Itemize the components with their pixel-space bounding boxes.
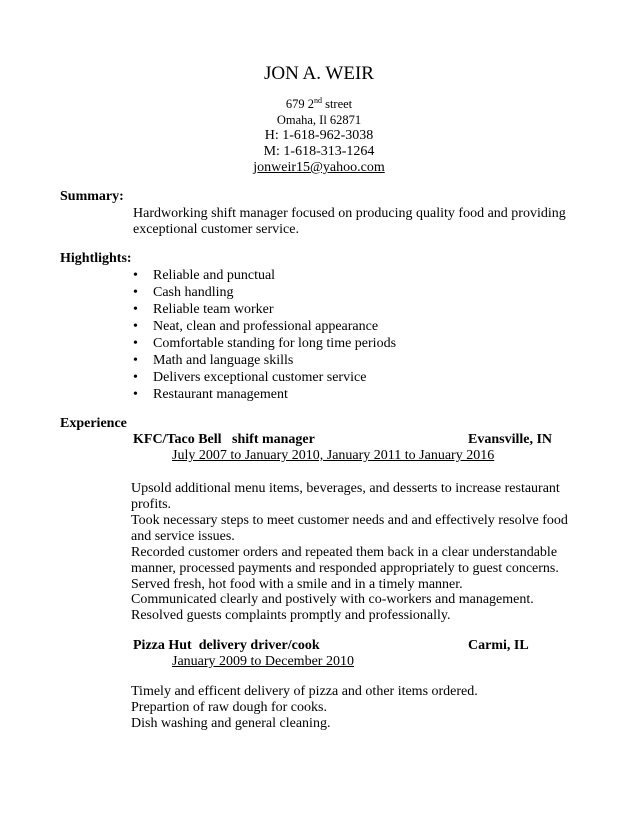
highlight-item: Delivers exceptional customer service bbox=[153, 370, 367, 385]
job-detail-line: Took necessary steps to meet customer needs and and effectively resolve food bbox=[131, 513, 568, 528]
summary-heading: Summary: bbox=[60, 189, 124, 204]
highlights-heading: Hightlights: bbox=[60, 251, 132, 266]
highlight-item: Reliable team worker bbox=[153, 302, 274, 317]
job-detail-line: Resolved guests complaints promptly and professionally. bbox=[131, 608, 451, 623]
job-dates: July 2007 to January 2010, January 2011 to January 2016 bbox=[172, 448, 495, 463]
job-detail-line: Communicated clearly and postively with co-workers and management. bbox=[131, 592, 534, 607]
bullet-marker: • bbox=[133, 319, 138, 334]
summary-line: exceptional customer service. bbox=[133, 222, 299, 237]
job-location: Carmi, IL bbox=[468, 638, 529, 653]
job-title: KFC/Taco Bell shift manager bbox=[133, 432, 315, 447]
city-state-zip: Omaha, Il 62871 bbox=[276, 113, 362, 127]
bullet-marker: • bbox=[133, 353, 138, 368]
job-detail-line: Upsold additional menu items, beverages, and desserts to increase restaurant bbox=[131, 481, 560, 496]
bullet-marker: • bbox=[133, 285, 138, 300]
bullet-marker: • bbox=[133, 268, 138, 283]
mobile-phone: M: 1-618-313-1264 bbox=[263, 144, 375, 159]
bullet-marker: • bbox=[133, 370, 138, 385]
summary-line: Hardworking shift manager focused on producing quality food and providing bbox=[133, 206, 566, 221]
job-detail-line: and service issues. bbox=[131, 529, 235, 544]
job-location: Evansville, IN bbox=[468, 432, 553, 447]
experience-heading: Experience bbox=[60, 416, 127, 431]
job-detail-line: Recorded customer orders and repeated them back in a clear understandable bbox=[131, 545, 558, 560]
resume-name: JON A. WEIR bbox=[264, 63, 374, 84]
bullet-marker: • bbox=[133, 387, 138, 402]
bullet-marker: • bbox=[133, 302, 138, 317]
job-detail-line: Dish washing and general cleaning. bbox=[131, 716, 331, 731]
bullet-marker: • bbox=[133, 336, 138, 351]
street-ordinal: nd bbox=[313, 95, 322, 105]
home-phone: H: 1-618-962-3038 bbox=[264, 128, 374, 143]
street-number: 679 2 bbox=[285, 97, 314, 111]
job-detail-line: Timely and efficent delivery of pizza and other items ordered. bbox=[131, 684, 478, 699]
job-dates: January 2009 to December 2010 bbox=[172, 654, 354, 669]
highlight-item: Math and language skills bbox=[153, 353, 294, 368]
highlight-item: Cash handling bbox=[153, 285, 234, 300]
email-link[interactable]: jonweir15@yahoo.com bbox=[253, 160, 385, 175]
highlight-item: Restaurant management bbox=[153, 387, 288, 402]
highlight-item: Neat, clean and professional appearance bbox=[153, 319, 379, 334]
job-detail-line: profits. bbox=[131, 497, 172, 512]
job-detail-line: manner, processed payments and responded appropriately to guest concerns. bbox=[131, 561, 559, 576]
job-detail-line: Served fresh, hot food with a smile and in a timely manner. bbox=[131, 577, 463, 592]
highlight-item: Reliable and punctual bbox=[153, 268, 276, 283]
street-name: street bbox=[321, 97, 353, 111]
highlight-item: Comfortable standing for long time periods bbox=[153, 336, 397, 351]
job-detail-line: Prepartion of raw dough for cooks. bbox=[131, 700, 327, 715]
job-title: Pizza Hut delivery driver/cook bbox=[133, 638, 320, 653]
street-address bbox=[0, 97, 638, 112]
